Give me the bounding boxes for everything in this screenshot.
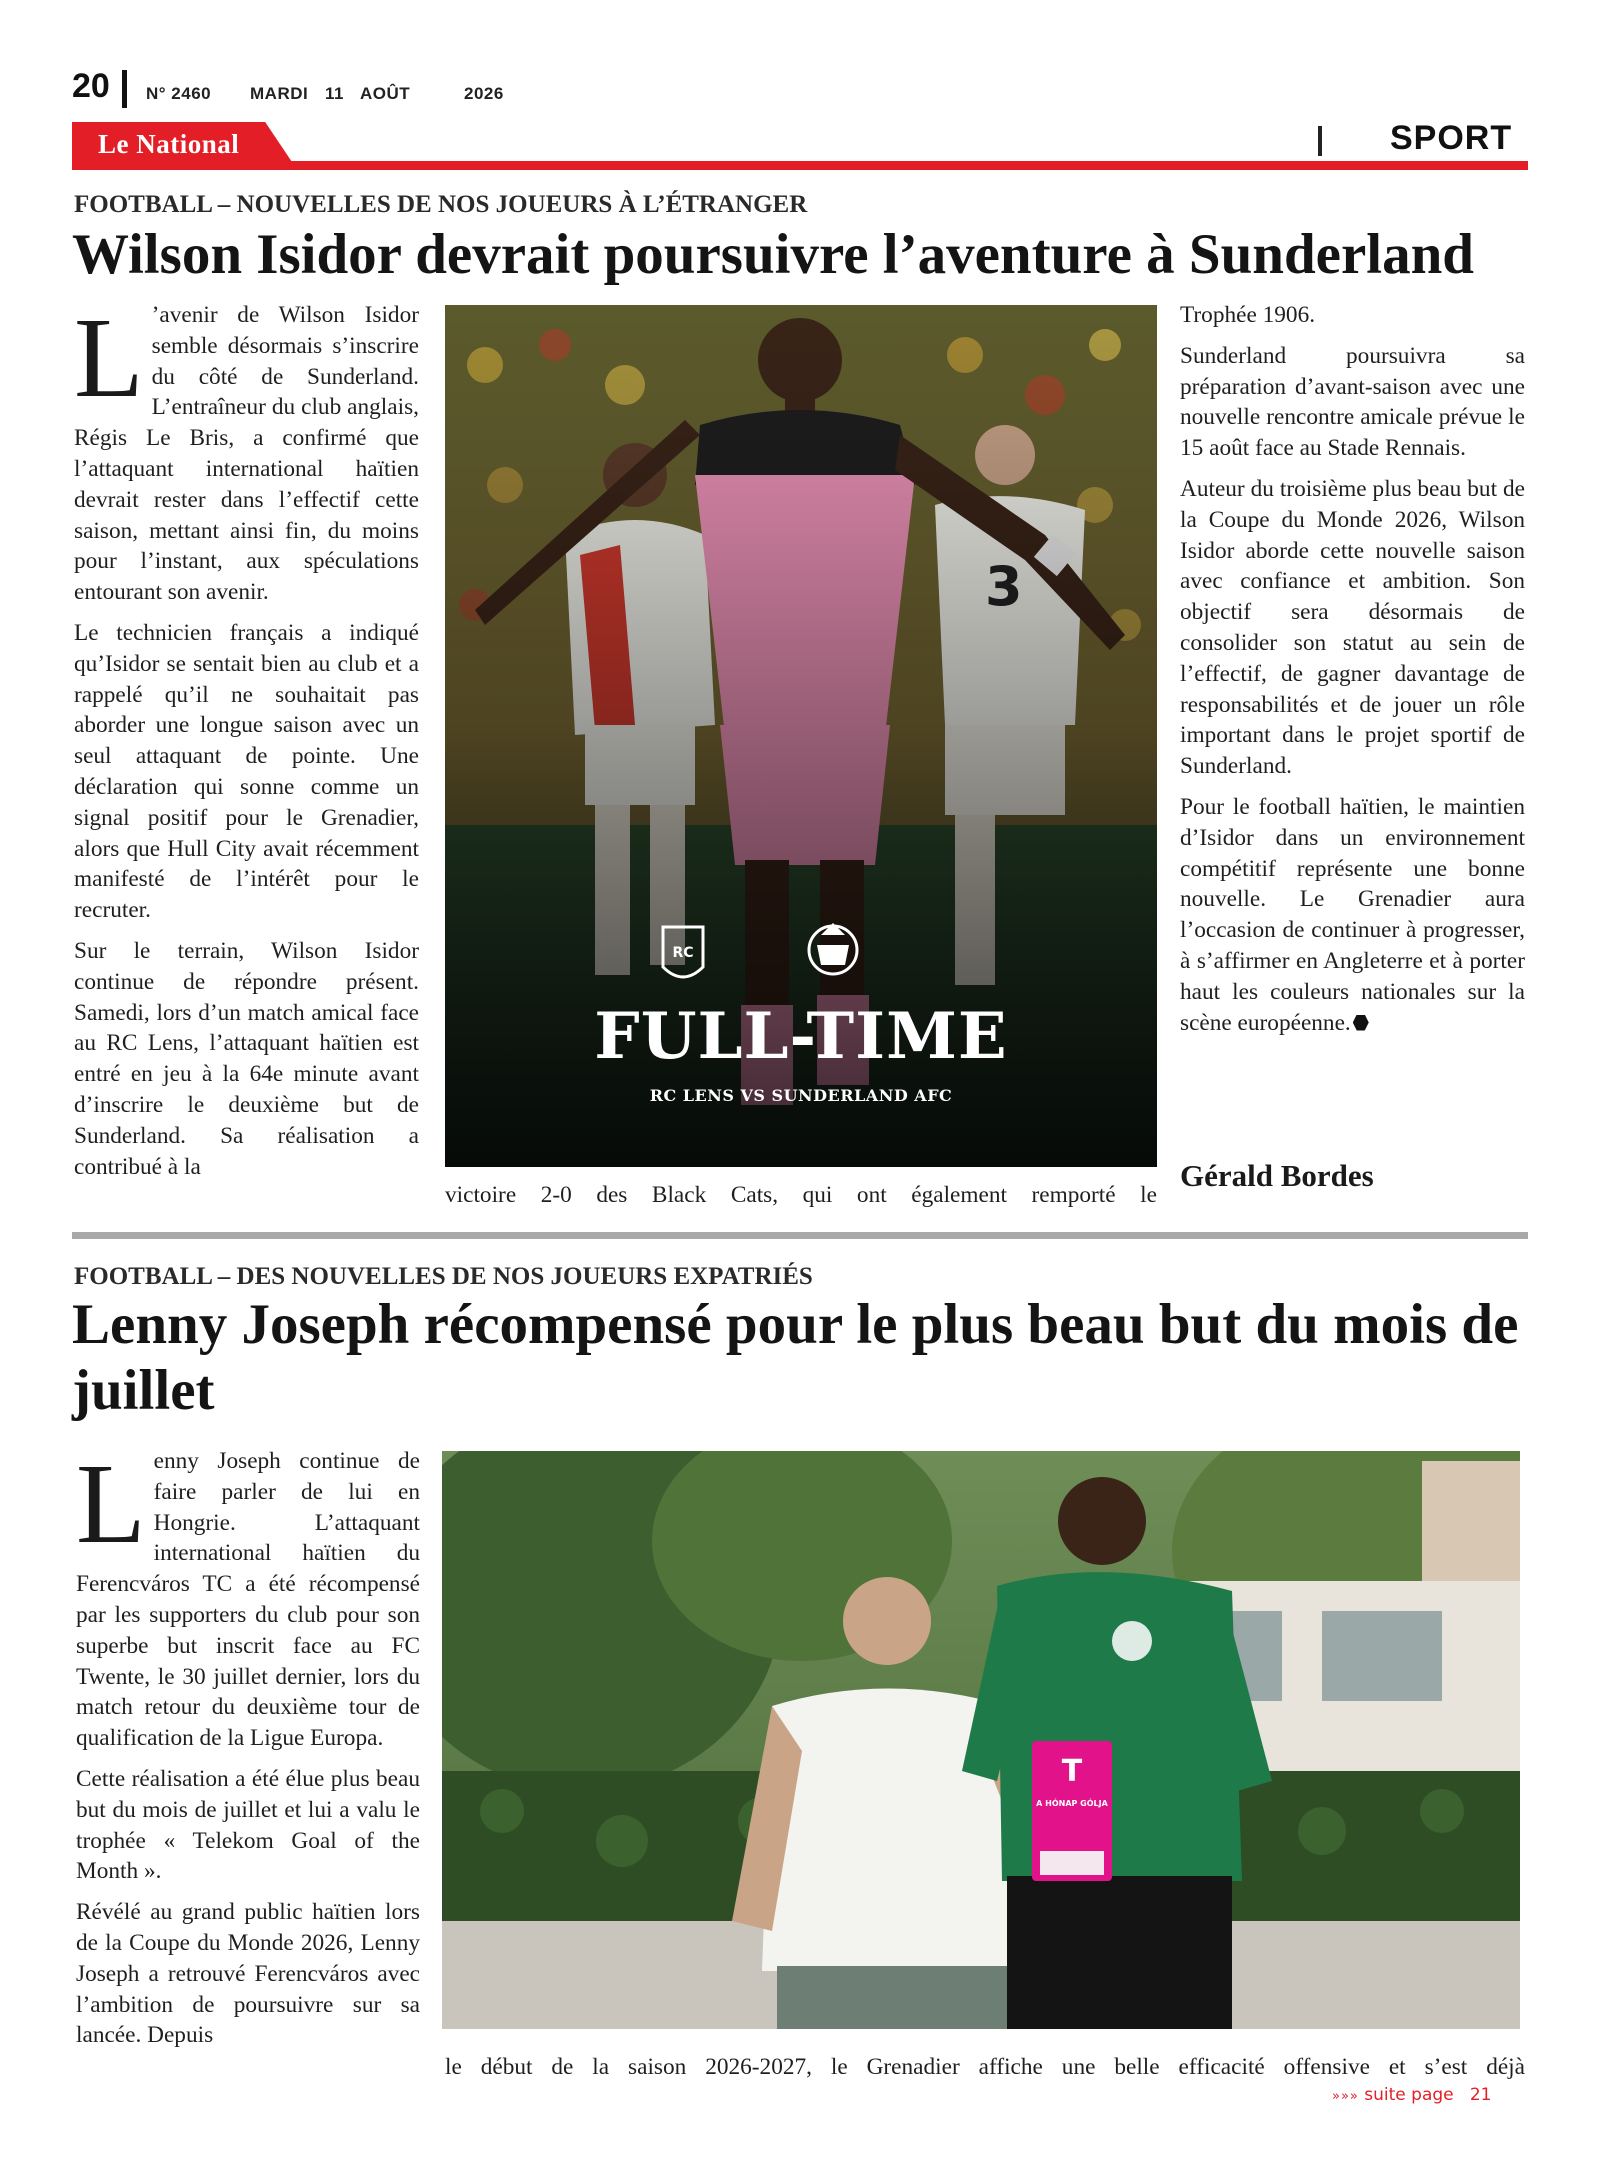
issue-year: 2026 bbox=[464, 84, 504, 103]
header-rule bbox=[72, 161, 1528, 170]
issue-month: AOÛT bbox=[360, 84, 411, 103]
article1-byline: Gérald Bordes bbox=[1180, 1158, 1374, 1193]
section-divider bbox=[1318, 126, 1322, 156]
article2-dropcap: L bbox=[76, 1440, 146, 1567]
svg-text:RC: RC bbox=[672, 945, 694, 961]
continue-arrows-icon: »»» bbox=[1332, 2089, 1359, 2104]
brand-name: Le National bbox=[98, 129, 240, 159]
issue-number: N° 2460 bbox=[146, 84, 212, 103]
photo-fulltime-title: FULL-TIME bbox=[594, 999, 1008, 1074]
suite-label: suite page bbox=[1364, 2085, 1454, 2105]
article2-paragraph: Cette réalisation a été élue plus beau but du mois de juillet et lui a valu le trophée « Telekom Goal of the Month ». bbox=[76, 1765, 420, 1885]
end-of-article-icon bbox=[1353, 1015, 1369, 1031]
article1-column-3 bbox=[1180, 300, 1525, 1048]
article1-kicker: FOOTBALL – NOUVELLES DE NOS JOUEURS À L’ÉTRANGER bbox=[74, 191, 808, 218]
page-number-divider bbox=[122, 70, 127, 108]
article1-paragraph bbox=[1180, 792, 1525, 1038]
telekom-logo-icon: T bbox=[1061, 1754, 1083, 1789]
section-title: SPORT bbox=[1390, 119, 1513, 157]
article1-photo bbox=[445, 305, 1157, 1167]
article1-headline: Wilson Isidor devrait poursuivre l’aventure à Sunderland bbox=[72, 223, 1475, 286]
article1-paragraph: Auteur du troisième plus beau but de la Coupe du Monde 2026, Wilson Isidor aborde cette nouvelle saison avec confiance et ambition. Son objectif sera désormais de consolider son statut au sein de l’effectif, de gagner davantage de responsabilités et de jouer un rôle important dans le projet sportif de Sunderland. bbox=[1180, 475, 1525, 780]
article-separator bbox=[72, 1232, 1528, 1239]
issue-weekday: MARDI bbox=[250, 84, 309, 103]
article2-paragraph: enny Joseph continue de faire parler de lui en Hongrie. L’attaquant international haïtien du Ferencváros TC a été récompensé par les supporters du club pour son superbe but inscrit face au FC Twente, le 30 juillet dernier, lors du match retour du deuxième tour de qualification de la Ligue Europa. bbox=[76, 1448, 420, 1752]
suite-page-number: 21 bbox=[1469, 2085, 1492, 2105]
article2-column-1 bbox=[76, 1440, 420, 2061]
article2-continuation: le début de la saison 2026-2027, le Grenadier affiche une belle efficacité offensive et s’est déjà bbox=[445, 2054, 1525, 2080]
award-photo-illustration bbox=[442, 1451, 1520, 2029]
article1-paragraph: Trophée 1906. bbox=[1180, 302, 1316, 328]
page-number: 20 bbox=[72, 67, 110, 105]
article2-headline: Lenny Joseph récompensé pour le plus beau but du mois de juillet bbox=[72, 1293, 1519, 1422]
article2-kicker: FOOTBALL – DES NOUVELLES DE NOS JOUEURS EXPATRIÉS bbox=[74, 1263, 813, 1290]
article1-dropcap: L bbox=[74, 294, 144, 421]
article2-paragraph: Révélé au grand public haïtien lors de la Coupe du Monde 2026, Lenny Joseph a retrouvé Ferencváros avec l’ambition de poursuivre sur sa lancée. Depuis bbox=[76, 1899, 420, 2049]
trophy-caption: A HÓNAP GÓLJA bbox=[1036, 1799, 1108, 1808]
continued-on-page bbox=[1332, 2084, 1491, 2108]
article1-column-1 bbox=[74, 294, 419, 1192]
issue-day: 11 bbox=[325, 84, 344, 103]
article2-photo bbox=[442, 1451, 1520, 2029]
article1-paragraph-text: Pour le football haïtien, le maintien d’Isidor dans un environnement compétitif représente une bonne nouvelle. Le Grenadier aura l’occasion de continuer à progresser, à s’affirmer en Angleterre et à porter haut les couleurs nationales sur la scène européenne. bbox=[1180, 793, 1525, 1036]
article1-paragraph: Le technicien français a indiqué qu’Isidor se sentait bien au club et a rappelé qu’il ne souhaitait pas aborder une longue saison avec un seul attaquant de pointe. Une déclaration qui sonne comme un signal positif pour le Grenadier, alors que Hull City avait récemment manifesté de l’intérêt pour le recruter. bbox=[74, 619, 419, 924]
photo-fulltime-subtitle: RC LENS VS SUNDERLAND AFC bbox=[649, 1086, 953, 1105]
article1-paragraph: Sunderland poursuivra sa préparation d’avant-saison avec une nouvelle rencontre amicale prévue le 15 août face au Stade Rennais. bbox=[1180, 342, 1525, 462]
article1-continuation: victoire 2-0 des Black Cats, qui ont également remporté le bbox=[445, 1182, 1157, 1208]
article1-paragraph: ’avenir de Wilson Isidor semble désormais s’inscrire du côté de Sunderland. L’entraîneur du club anglais, Régis Le Bris, a confirmé que l’attaquant international haïtien devrait rester dans l’effectif cette saison, mettant ainsi fin, du moins pour l’instant, aux spéculations entourant son avenir. bbox=[74, 302, 419, 606]
article1-paragraph: Sur le terrain, Wilson Isidor continue de répondre présent. Samedi, lors d’un match amical face au RC Lens, l’attaquant haïtien est entré en jeu à la 64e minute avant d’inscrire le deuxième but de Sunderland. Sa réalisation a contribué à la bbox=[74, 937, 419, 1180]
